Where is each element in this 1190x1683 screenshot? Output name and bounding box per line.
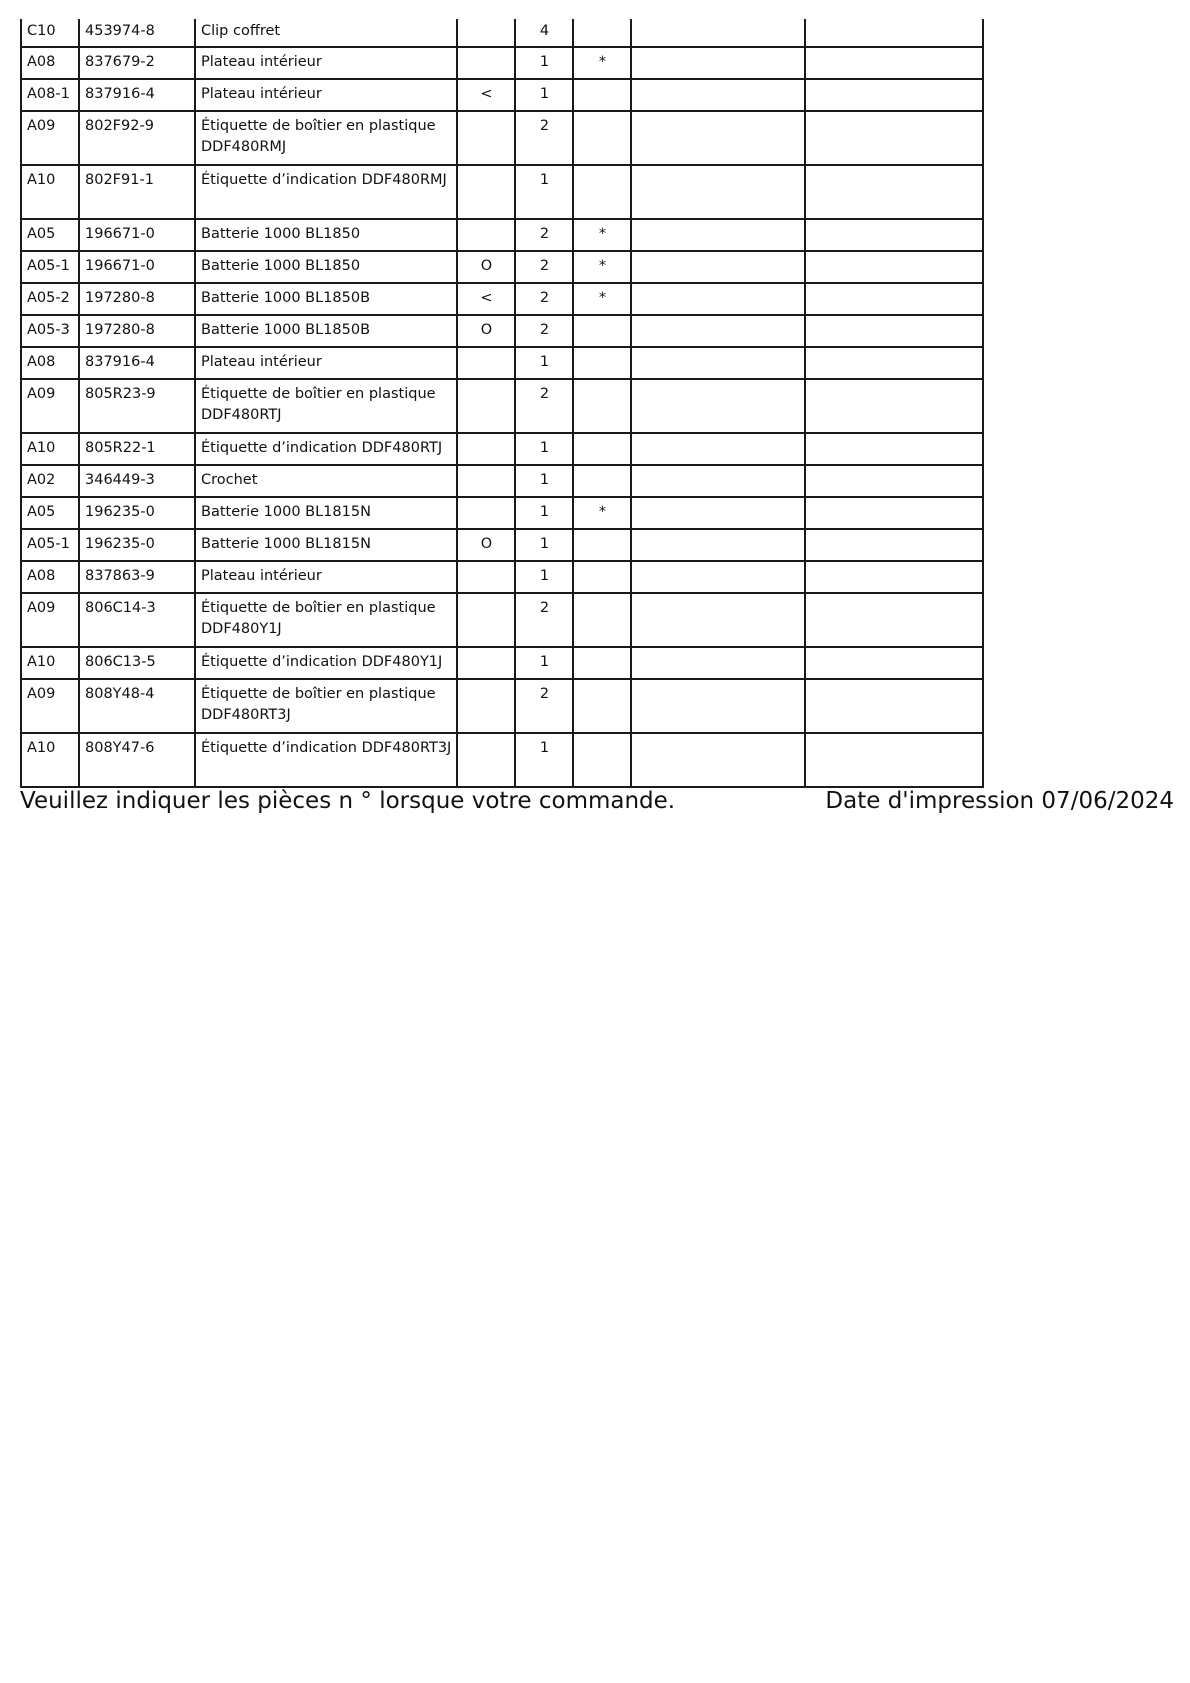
description-cell: Plateau intérieur — [195, 561, 457, 593]
quantity-cell: 1 — [515, 47, 573, 79]
ref-cell: A05 — [21, 497, 79, 529]
mark-cell: * — [573, 283, 631, 315]
description-cell: Batterie 1000 BL1850 — [195, 219, 457, 251]
mark-cell — [573, 165, 631, 219]
part-number-cell: 802F92-9 — [79, 111, 195, 165]
table-row — [21, 379, 983, 433]
part-number-cell: 196235-0 — [79, 497, 195, 529]
empty-cell — [805, 497, 983, 529]
empty-cell — [805, 647, 983, 679]
note-cell: O — [457, 315, 515, 347]
ref-cell: A05 — [21, 219, 79, 251]
description-cell: Plateau intérieur — [195, 347, 457, 379]
empty-cell — [631, 47, 805, 79]
empty-cell — [805, 679, 983, 733]
table-row — [21, 79, 983, 111]
part-number-cell: 805R23-9 — [79, 379, 195, 433]
part-number-cell: 837916-4 — [79, 79, 195, 111]
empty-cell — [631, 347, 805, 379]
quantity-cell: 1 — [515, 529, 573, 561]
ref-cell: A10 — [21, 733, 79, 787]
table-row — [21, 433, 983, 465]
ref-cell: A09 — [21, 593, 79, 647]
quantity-cell: 1 — [515, 497, 573, 529]
part-number-cell: 808Y47-6 — [79, 733, 195, 787]
empty-cell — [805, 251, 983, 283]
empty-cell — [631, 529, 805, 561]
table-row — [21, 593, 983, 647]
description-cell: Batterie 1000 BL1815N — [195, 497, 457, 529]
empty-cell — [631, 561, 805, 593]
part-number-cell: 802F91-1 — [79, 165, 195, 219]
part-number-cell: 196671-0 — [79, 251, 195, 283]
note-cell — [457, 219, 515, 251]
ref-cell: A10 — [21, 165, 79, 219]
empty-cell — [805, 47, 983, 79]
mark-cell: * — [573, 47, 631, 79]
part-number-cell: 196235-0 — [79, 529, 195, 561]
part-number-cell: 197280-8 — [79, 315, 195, 347]
note-cell — [457, 111, 515, 165]
description-cell: Crochet — [195, 465, 457, 497]
empty-cell — [631, 465, 805, 497]
part-number-cell: 808Y48-4 — [79, 679, 195, 733]
quantity-cell: 1 — [515, 433, 573, 465]
empty-cell — [631, 79, 805, 111]
empty-cell — [805, 219, 983, 251]
ref-cell: A10 — [21, 433, 79, 465]
note-cell — [457, 647, 515, 679]
description-cell: Batterie 1000 BL1815N — [195, 529, 457, 561]
mark-cell — [573, 315, 631, 347]
mark-cell — [573, 679, 631, 733]
table-row — [21, 733, 983, 787]
mark-cell — [573, 79, 631, 111]
quantity-cell: 1 — [515, 647, 573, 679]
table-row — [21, 251, 983, 283]
quantity-cell: 1 — [515, 165, 573, 219]
description-cell: Étiquette de boîtier en plastique DDF480RTJ — [195, 379, 457, 433]
order-instruction-note: Veuillez indiquer les pièces n ° lorsque votre commande. — [20, 788, 676, 814]
empty-cell — [631, 19, 805, 47]
mark-cell — [573, 379, 631, 433]
table-row — [21, 111, 983, 165]
quantity-cell: 4 — [515, 19, 573, 47]
table-row — [21, 47, 983, 79]
part-number-cell: 346449-3 — [79, 465, 195, 497]
mark-cell — [573, 347, 631, 379]
parts-table — [20, 19, 984, 788]
mark-cell — [573, 593, 631, 647]
ref-cell: C10 — [21, 19, 79, 47]
quantity-cell: 2 — [515, 593, 573, 647]
note-cell — [457, 465, 515, 497]
quantity-cell: 1 — [515, 561, 573, 593]
empty-cell — [805, 379, 983, 433]
empty-cell — [805, 593, 983, 647]
description-cell: Étiquette de boîtier en plastique DDF480RMJ — [195, 111, 457, 165]
ref-cell: A08 — [21, 347, 79, 379]
empty-cell — [631, 379, 805, 433]
description-cell: Batterie 1000 BL1850B — [195, 283, 457, 315]
note-cell: O — [457, 251, 515, 283]
ref-cell: A08 — [21, 561, 79, 593]
empty-cell — [805, 315, 983, 347]
mark-cell — [573, 19, 631, 47]
empty-cell — [631, 497, 805, 529]
empty-cell — [631, 315, 805, 347]
mark-cell: * — [573, 497, 631, 529]
part-number-cell: 837916-4 — [79, 347, 195, 379]
part-number-cell: 805R22-1 — [79, 433, 195, 465]
empty-cell — [631, 733, 805, 787]
mark-cell — [573, 647, 631, 679]
mark-cell — [573, 111, 631, 165]
empty-cell — [805, 733, 983, 787]
note-cell — [457, 47, 515, 79]
note-cell — [457, 379, 515, 433]
empty-cell — [805, 347, 983, 379]
table-row — [21, 165, 983, 219]
quantity-cell: 2 — [515, 219, 573, 251]
description-cell: Étiquette d’indication DDF480RTJ — [195, 433, 457, 465]
description-cell: Étiquette d’indication DDF480Y1J — [195, 647, 457, 679]
empty-cell — [631, 165, 805, 219]
note-cell: < — [457, 79, 515, 111]
note-cell — [457, 561, 515, 593]
quantity-cell: 2 — [515, 679, 573, 733]
empty-cell — [631, 679, 805, 733]
table-row — [21, 219, 983, 251]
ref-cell: A09 — [21, 379, 79, 433]
description-cell: Batterie 1000 BL1850 — [195, 251, 457, 283]
note-cell — [457, 433, 515, 465]
note-cell — [457, 733, 515, 787]
description-cell: Plateau intérieur — [195, 79, 457, 111]
empty-cell — [631, 433, 805, 465]
note-cell — [457, 679, 515, 733]
quantity-cell: 2 — [515, 251, 573, 283]
note-cell — [457, 497, 515, 529]
mark-cell — [573, 465, 631, 497]
note-cell: < — [457, 283, 515, 315]
empty-cell — [805, 561, 983, 593]
ref-cell: A05-1 — [21, 529, 79, 561]
ref-cell: A08 — [21, 47, 79, 79]
ref-cell: A09 — [21, 679, 79, 733]
ref-cell: A05-3 — [21, 315, 79, 347]
part-number-cell: 837679-2 — [79, 47, 195, 79]
ref-cell: A05-1 — [21, 251, 79, 283]
quantity-cell: 1 — [515, 79, 573, 111]
table-row — [21, 647, 983, 679]
description-cell: Étiquette de boîtier en plastique DDF480Y1J — [195, 593, 457, 647]
note-cell — [457, 19, 515, 47]
quantity-cell: 1 — [515, 733, 573, 787]
empty-cell — [805, 465, 983, 497]
table-row — [21, 679, 983, 733]
ref-cell: A09 — [21, 111, 79, 165]
empty-cell — [805, 19, 983, 47]
ref-cell: A05-2 — [21, 283, 79, 315]
description-cell: Étiquette d’indication DDF480RMJ — [195, 165, 457, 219]
empty-cell — [805, 79, 983, 111]
quantity-cell: 2 — [515, 379, 573, 433]
empty-cell — [631, 283, 805, 315]
empty-cell — [631, 593, 805, 647]
mark-cell — [573, 561, 631, 593]
description-cell: Clip coffret — [195, 19, 457, 47]
mark-cell — [573, 433, 631, 465]
part-number-cell: 453974-8 — [79, 19, 195, 47]
table-row — [21, 561, 983, 593]
table-row — [21, 347, 983, 379]
print-date: Date d'impression 07/06/2024 — [825, 788, 1174, 814]
table-row — [21, 19, 983, 47]
part-number-cell: 806C14-3 — [79, 593, 195, 647]
empty-cell — [631, 251, 805, 283]
table-row — [21, 465, 983, 497]
part-number-cell: 197280-8 — [79, 283, 195, 315]
parts-table-body — [21, 19, 983, 787]
quantity-cell: 2 — [515, 111, 573, 165]
description-cell: Plateau intérieur — [195, 47, 457, 79]
mark-cell: * — [573, 219, 631, 251]
empty-cell — [805, 165, 983, 219]
table-row — [21, 529, 983, 561]
empty-cell — [631, 219, 805, 251]
table-row — [21, 497, 983, 529]
quantity-cell: 2 — [515, 283, 573, 315]
description-cell: Étiquette d’indication DDF480RT3J — [195, 733, 457, 787]
empty-cell — [631, 647, 805, 679]
ref-cell: A02 — [21, 465, 79, 497]
empty-cell — [805, 283, 983, 315]
part-number-cell: 806C13-5 — [79, 647, 195, 679]
note-cell — [457, 165, 515, 219]
empty-cell — [631, 111, 805, 165]
note-cell — [457, 347, 515, 379]
quantity-cell: 1 — [515, 347, 573, 379]
quantity-cell: 1 — [515, 465, 573, 497]
ref-cell: A10 — [21, 647, 79, 679]
mark-cell — [573, 529, 631, 561]
table-row — [21, 283, 983, 315]
table-row — [21, 315, 983, 347]
empty-cell — [805, 111, 983, 165]
description-cell: Batterie 1000 BL1850B — [195, 315, 457, 347]
part-number-cell: 837863-9 — [79, 561, 195, 593]
note-cell — [457, 593, 515, 647]
mark-cell — [573, 733, 631, 787]
empty-cell — [805, 529, 983, 561]
quantity-cell: 2 — [515, 315, 573, 347]
description-cell: Étiquette de boîtier en plastique DDF480RT3J — [195, 679, 457, 733]
mark-cell: * — [573, 251, 631, 283]
ref-cell: A08-1 — [21, 79, 79, 111]
empty-cell — [805, 433, 983, 465]
part-number-cell: 196671-0 — [79, 219, 195, 251]
note-cell: O — [457, 529, 515, 561]
